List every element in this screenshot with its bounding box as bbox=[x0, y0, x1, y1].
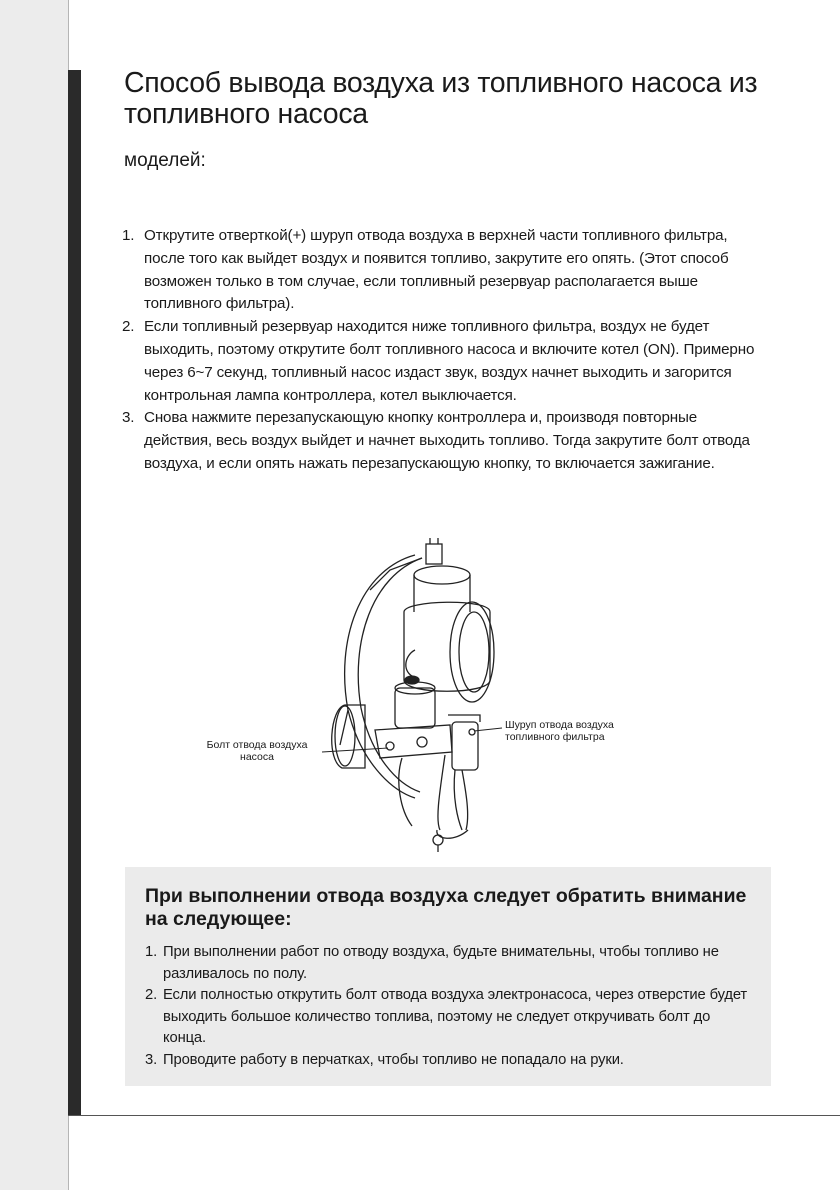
pump-air-bolt bbox=[386, 742, 394, 750]
instruction-step bbox=[122, 316, 762, 407]
caution-number: 3. bbox=[145, 1051, 158, 1068]
burner-pump-illustration bbox=[190, 530, 660, 860]
caution-item bbox=[145, 942, 755, 985]
caution-box bbox=[125, 867, 771, 1086]
caution-text: Проводите работу в перчатках, чтобы топливо не попадало на руки. bbox=[163, 1051, 624, 1068]
page-margin-strip bbox=[0, 0, 68, 1190]
caution-text: Если полностью открутить болт отвода воздуха электронасоса, через отверстие будет выходить большое количество топлива, поэтому не следует откручивать болт до конца. bbox=[163, 987, 748, 1046]
caution-number: 1. bbox=[145, 944, 158, 960]
step-number: 1. bbox=[122, 227, 135, 244]
air-intake bbox=[414, 566, 470, 584]
page-title: Способ вывода воздуха из топливного насоса из топливного насоса bbox=[124, 67, 758, 130]
instruction-list bbox=[122, 225, 762, 476]
caution-item bbox=[145, 985, 755, 1050]
step-text: Если топливный резервуар находится ниже топливного фильтра, воздух не будет выходить, поэтому открутите болт топливного насоса и включите котел (ON). Примерно через 6~7 секунд, топливный насос издаст звук, воздух начнет выходить и загорится контрольная лампа контроллера, котел выключается. bbox=[144, 318, 755, 404]
caution-number: 2. bbox=[145, 987, 158, 1003]
filter-air-screw bbox=[469, 729, 475, 735]
caution-item bbox=[145, 1050, 755, 1072]
caution-list bbox=[145, 942, 755, 1071]
step-number: 3. bbox=[122, 409, 135, 427]
caution-title: При выполнении отвода воздуха следует обратить внимание на следующее: bbox=[145, 885, 747, 930]
section-side-bar bbox=[68, 70, 81, 1116]
cable-connector bbox=[426, 544, 442, 564]
transformer-block bbox=[332, 705, 365, 768]
step-number: 2. bbox=[122, 318, 135, 336]
models-label: моделей: bbox=[124, 150, 206, 171]
bottom-rule bbox=[68, 1115, 840, 1116]
step-text: Снова нажмите перезапускающую кнопку контроллера и, производя повторные действия, весь воздух выйдет и начнет выходить топливо. Тогда закрутите болт отвода воздуха, и если опять нажать перезапускающую кнопку, то включается зажигание. bbox=[144, 409, 750, 472]
instruction-step bbox=[122, 225, 762, 316]
pump-bolt-label: Болт отвода воздуха насоса bbox=[206, 739, 308, 763]
fuel-hose bbox=[438, 755, 445, 830]
filter-screw-label: Шуруп отвода воздуха топливного фильтра bbox=[505, 719, 614, 743]
fuel-pump bbox=[375, 725, 452, 758]
instruction-step bbox=[122, 407, 762, 475]
step-text: Открутите отверткой(+) шуруп отвода воздуха в верхней части топливного фильтра, после того как выйдет воздух и появится топливо, закрутите его опять. (Этот способ возможен только в том случае, если топливный резервуар располагается выше топливного фильтра). bbox=[144, 227, 729, 313]
caution-text: При выполнении работ по отводу воздуха, будьте внимательны, чтобы топливо не разливалось по полу. bbox=[163, 944, 719, 982]
